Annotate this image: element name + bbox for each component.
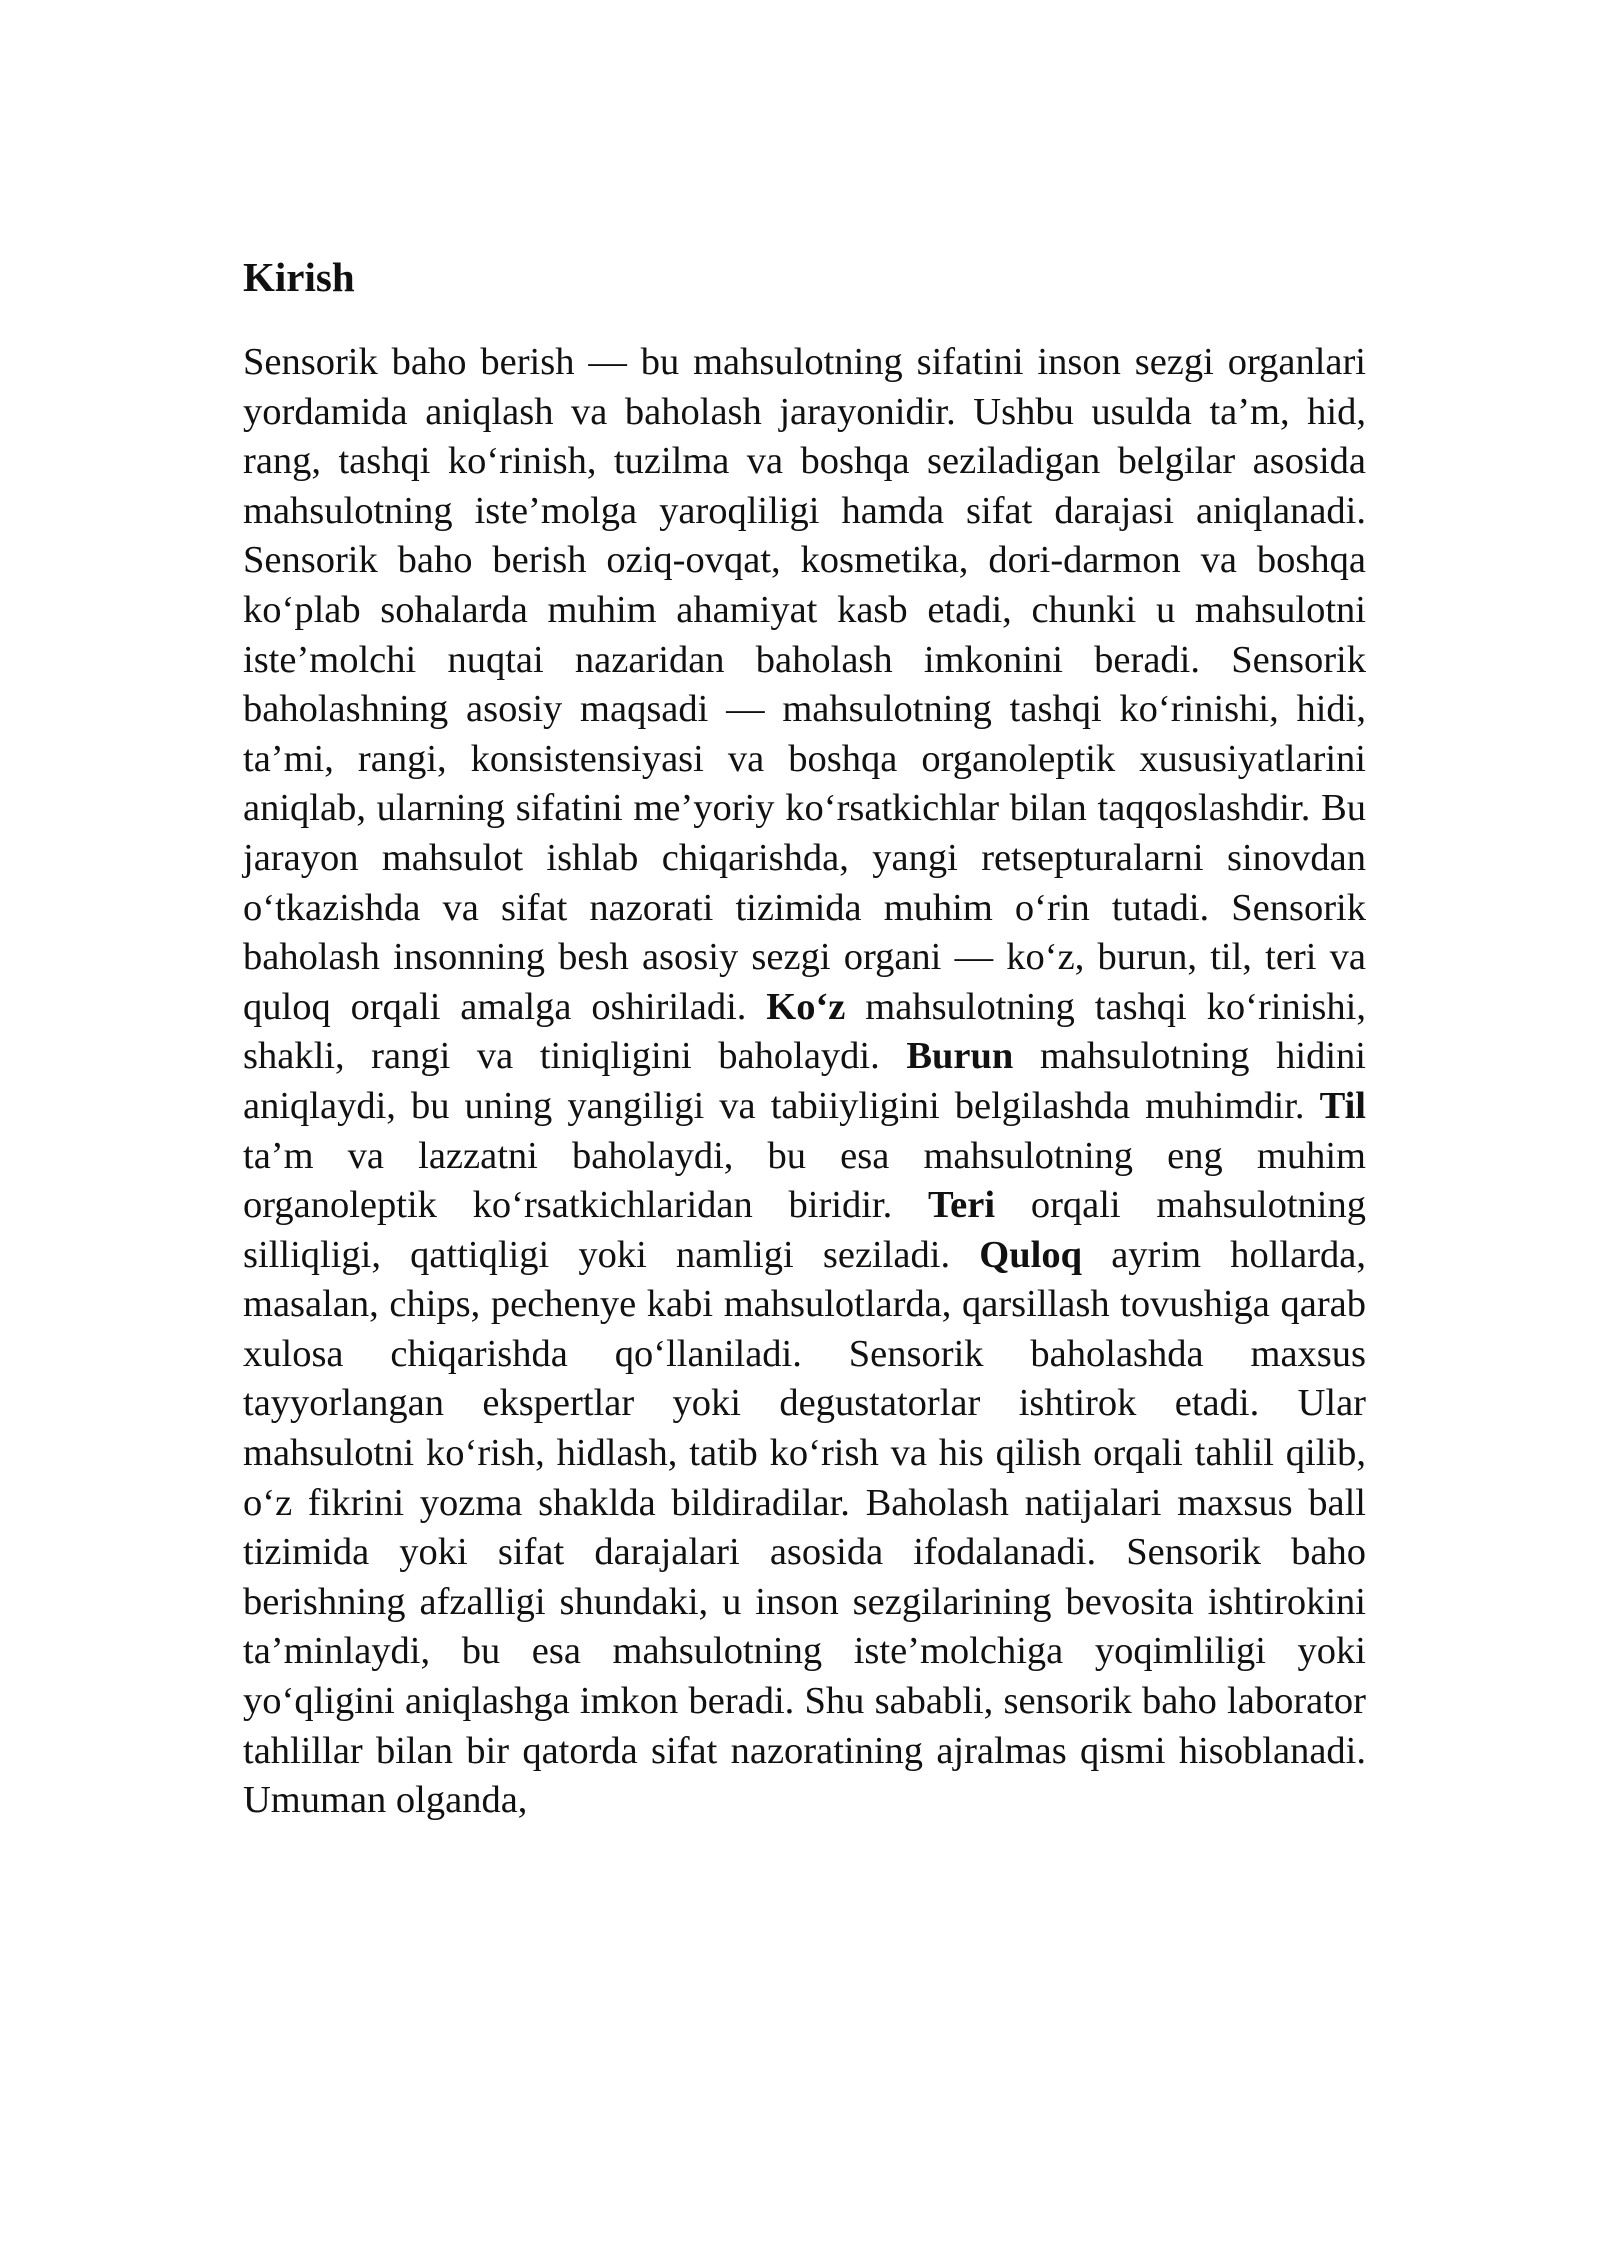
bold-term-eye: Ko‘z [766, 985, 846, 1028]
bold-term-tongue: Til [1319, 1084, 1366, 1127]
bold-term-nose: Burun [906, 1035, 1014, 1078]
paragraph-text-segment: mahsulotning tashqi ko‘rinishi, shakli, rangi va tiniqligini baholaydi. [243, 985, 1366, 1078]
bold-term-ear: Quloq [979, 1233, 1083, 1276]
bold-term-skin: Teri [928, 1184, 996, 1227]
paragraph-text-segment: Sensorik baho berish — bu mahsulotning sifatini inson sezgi organlari yordamida aniqlash va baholash jarayonidir. Ushbu usulda ta’m, hid, rang, tashqi ko‘rinish, tuzilma va boshqa seziladigan belgilar asosida mahsulotning iste’molga yaroqliligi hamda sifat darajasi aniqlanadi. Sensorik baho berish oziq-ovqat, kosmetika, dori-darmon va boshqa ko‘plab sohalarda muhim ahamiyat kasb etadi, chunki u mahsulotni iste’molchi nuqtai nazaridan baholash imkonini beradi. Sensorik baholashning asosiy maqsadi — mahsulotning tashqi ko‘rinishi, hidi, ta’mi, rangi, konsistensiyasi va boshqa organoleptik xususiyatlarini aniqlab, ularning sifatini me’yoriy ko‘rsatkichlar bilan taqqoslashdir. Bu jarayon mahsulot ishlab chiqarishda, yangi retsepturalarni sinovdan o‘tkazishda va sifat nazorati tizimida muhim o‘rin tutadi. Sensorik baholash insonning besh asosiy sezgi organi — ko‘z, burun, til, teri va quloq orqali amalga oshiriladi. [243, 341, 1366, 1028]
paragraph-text-segment: mahsulotning hidini aniqlaydi, bu uning yangiligi va tabiiyligini belgilashda muhimdir. [243, 1035, 1366, 1127]
paragraph-text-segment: ta’m va lazzatni baholaydi, bu esa mahsulotning eng muhim organoleptik ko‘rsatkichlaridan biridir. [243, 1134, 1366, 1227]
body-paragraph [243, 338, 1366, 1826]
section-heading: Kirish [243, 254, 355, 300]
paragraph-text-segment: ayrim hollarda, masalan, chips, pechenye kabi mahsulotlarda, qarsillash tovushiga qarab xulosa chiqarishda qo‘llaniladi. Sensorik baholashda maxsus tayyorlangan ekspertlar yoki degustatorlar ishtirok etadi. Ular mahsulotni ko‘rish, hidlash, tatib ko‘rish va his qilish orqali tahlil qilib, o‘z fikrini yozma shaklda bildiradilar. Baholash natijalari maxsus ball tizimida yoki sifat darajalari asosida ifodalanadi. Sensorik baho berishning afzalligi shundaki, u inson sezgilarining bevosita ishtirokini ta’minlaydi, bu esa mahsulotning iste’molchiga yoqimliligi yoki yo‘qligini aniqlashga imkon beradi. Shu sababli, sensorik baho laborator tahlillar bilan bir qatorda sifat nazoratining ajralmas qismi hisoblanadi. Umuman olganda, [243, 1233, 1366, 1822]
paragraph-text-segment: orqali mahsulotning silliqligi, qattiqligi yoki namligi seziladi. [243, 1184, 1366, 1276]
